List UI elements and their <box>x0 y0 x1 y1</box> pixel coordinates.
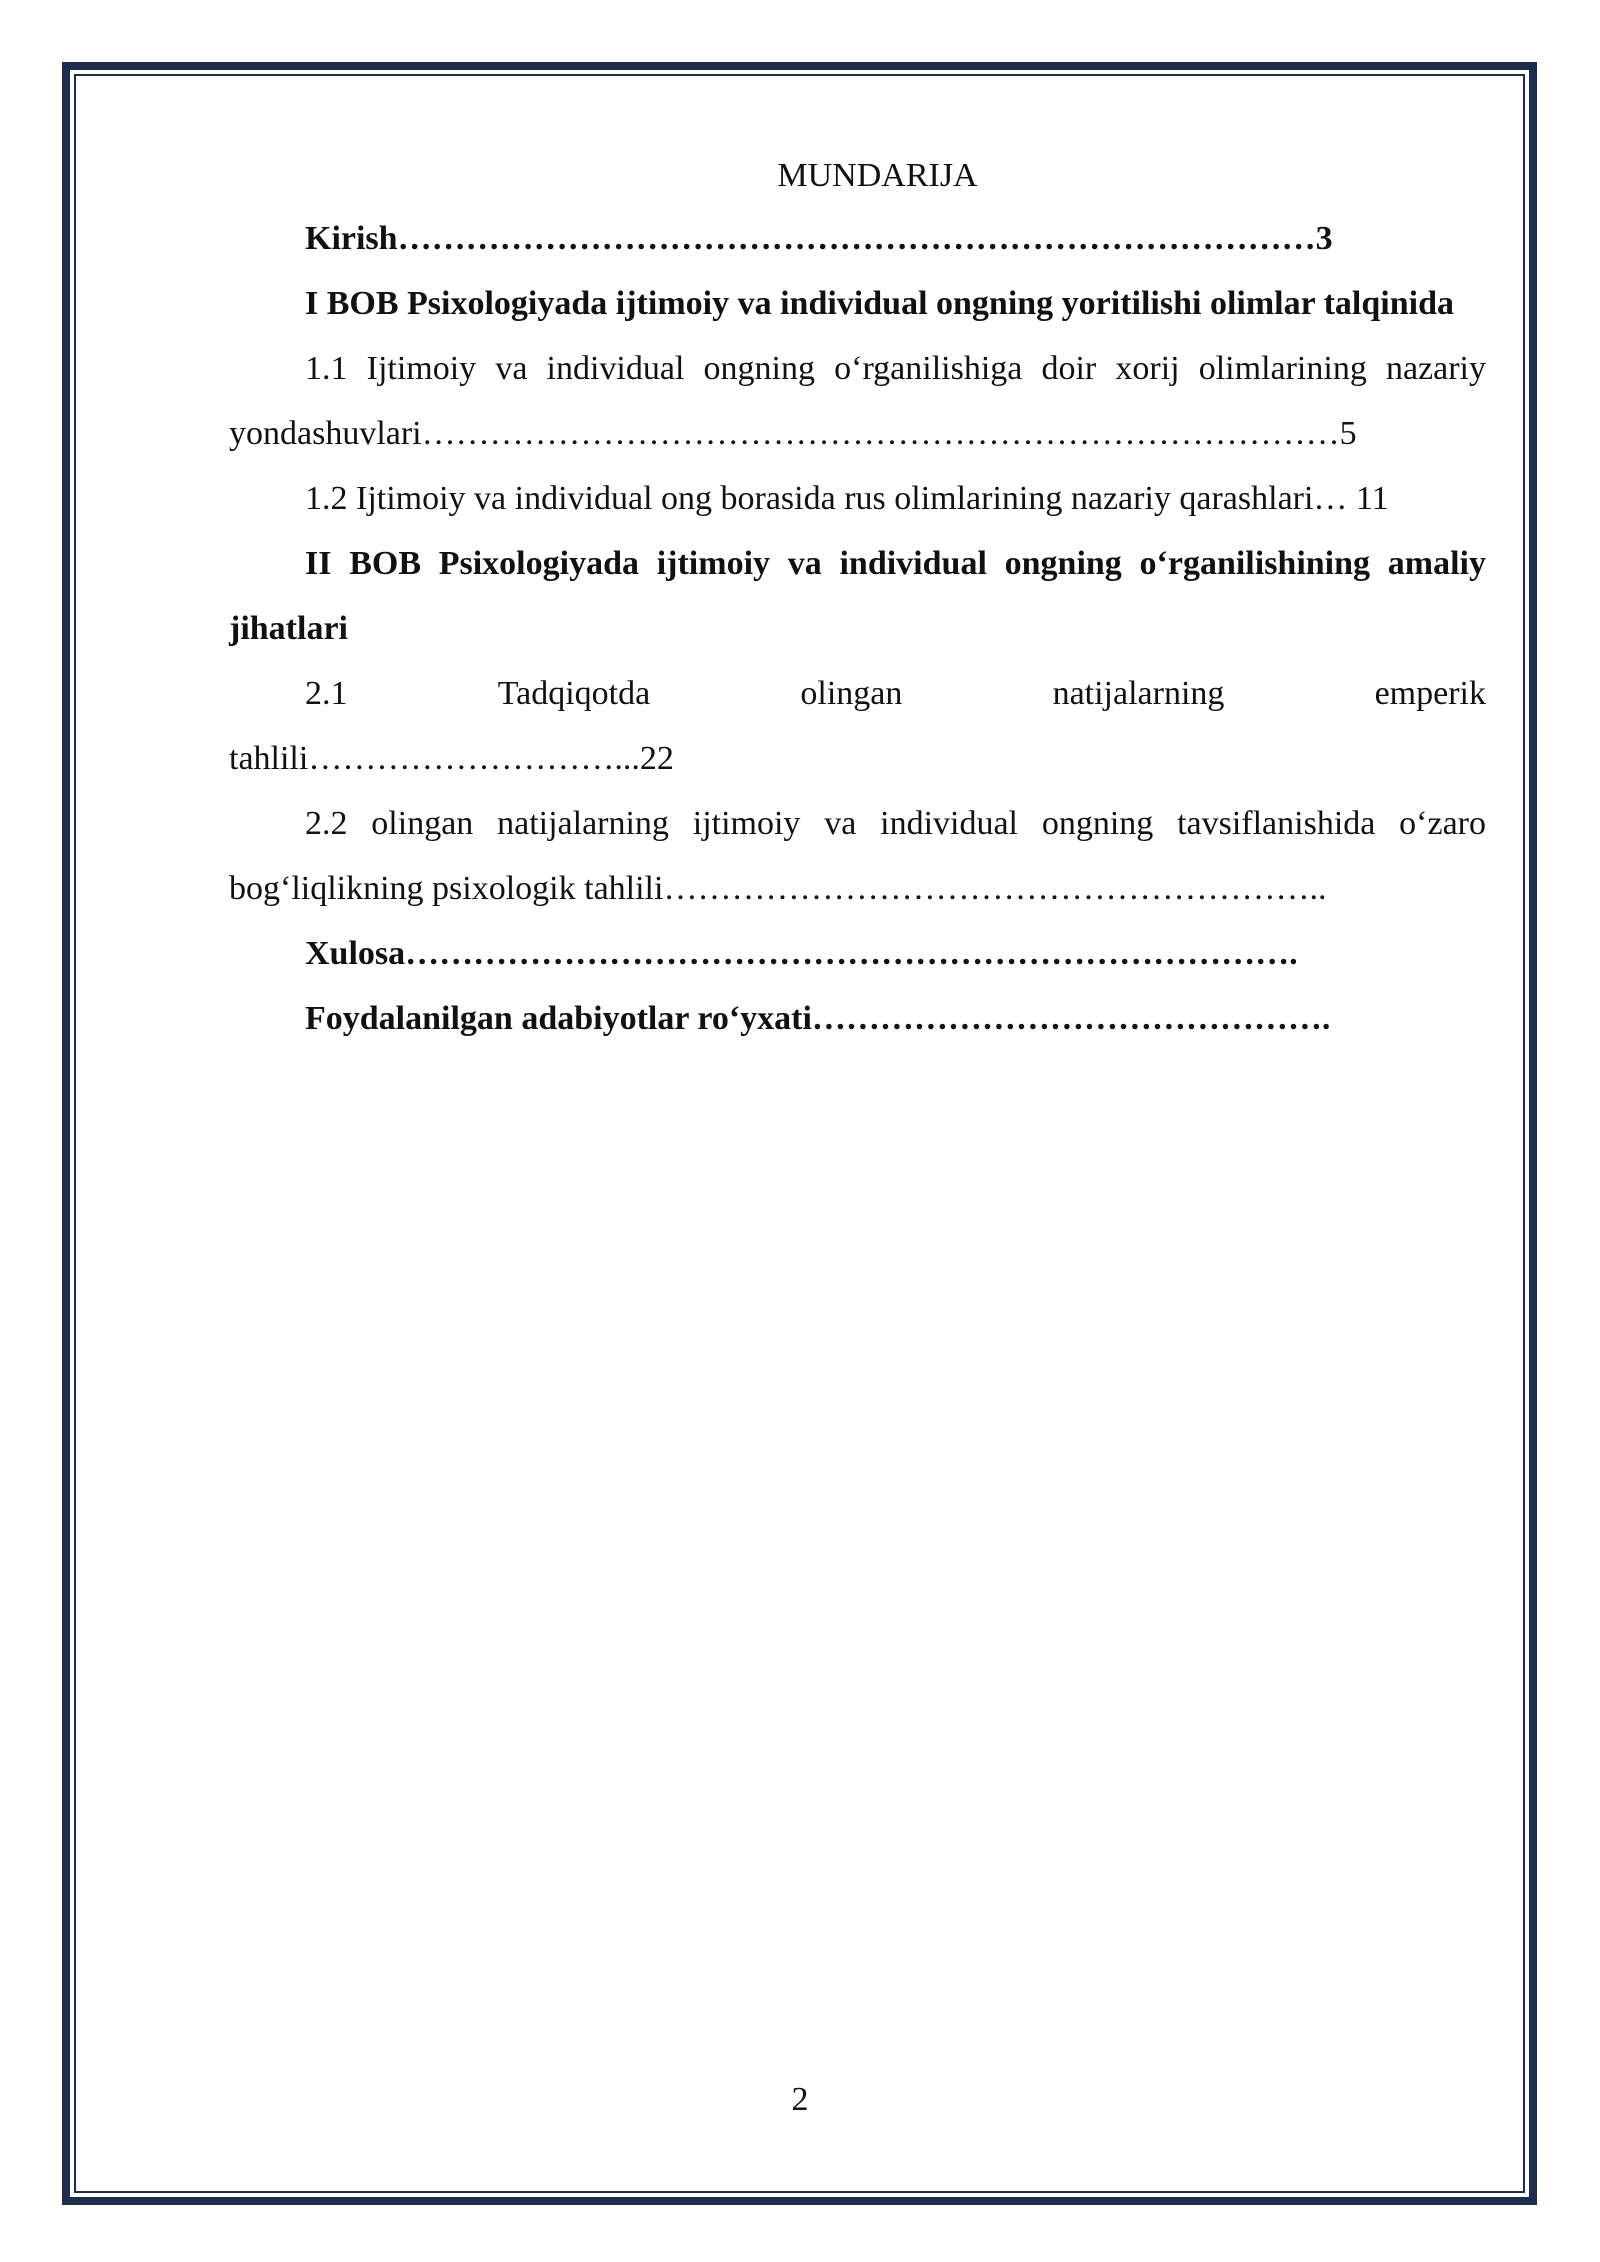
toc-section-2-1-first-line <box>229 661 1486 726</box>
toc-entry-adabiyotlar: Foydalanilgan adabiyotlar ro‘yxati………………………………………. <box>305 1000 1331 1037</box>
toc-section-2-1-word: emperik <box>1374 675 1486 712</box>
toc-section-2-1-word: natijalarning <box>1052 675 1225 712</box>
table-of-contents <box>229 146 1486 1051</box>
toc-section-2-1-word: Tadqiqotda <box>497 675 651 712</box>
toc-section-2-1-tail: tahlili………………………...22 <box>229 740 674 777</box>
page-title: MUNDARIJA <box>777 157 978 194</box>
toc-chapter-2: II BOB Psixologiyada ijtimoiy va individual ongning o‘rganilishining amaliy jihatlari <box>229 545 1486 647</box>
toc-section-2-1-word: 2.1 <box>305 675 348 712</box>
toc-entry-xulosa: Xulosa……………………………………………………………………. <box>305 935 1298 972</box>
toc-section-1-1: 1.1 Ijtimoiy va individual ongning o‘rganilishiga doir xorij olimlarining nazariy yondashuvlari………………………………………………………………………5 <box>229 350 1486 452</box>
toc-section-1-2: 1.2 Ijtimoiy va individual ong borasida rus olimlarining nazariy qarashlari… 11 <box>305 480 1389 517</box>
toc-section-2-1-word: olingan <box>800 675 903 712</box>
toc-chapter-1: I BOB Psixologiyada ijtimoiy va individual ongning yoritilishi olimlar talqinida <box>305 285 1454 322</box>
toc-entry-kirish: Kirish………………………………………………………………………3 <box>305 220 1333 257</box>
page-number: 2 <box>791 2081 809 2118</box>
toc-section-2-2: 2.2 olingan natijalarning ijtimoiy va individual ongning tavsiflanishida o‘zaro bog‘liqlikning psixologik tahlili………………………………………………….. <box>229 805 1486 907</box>
